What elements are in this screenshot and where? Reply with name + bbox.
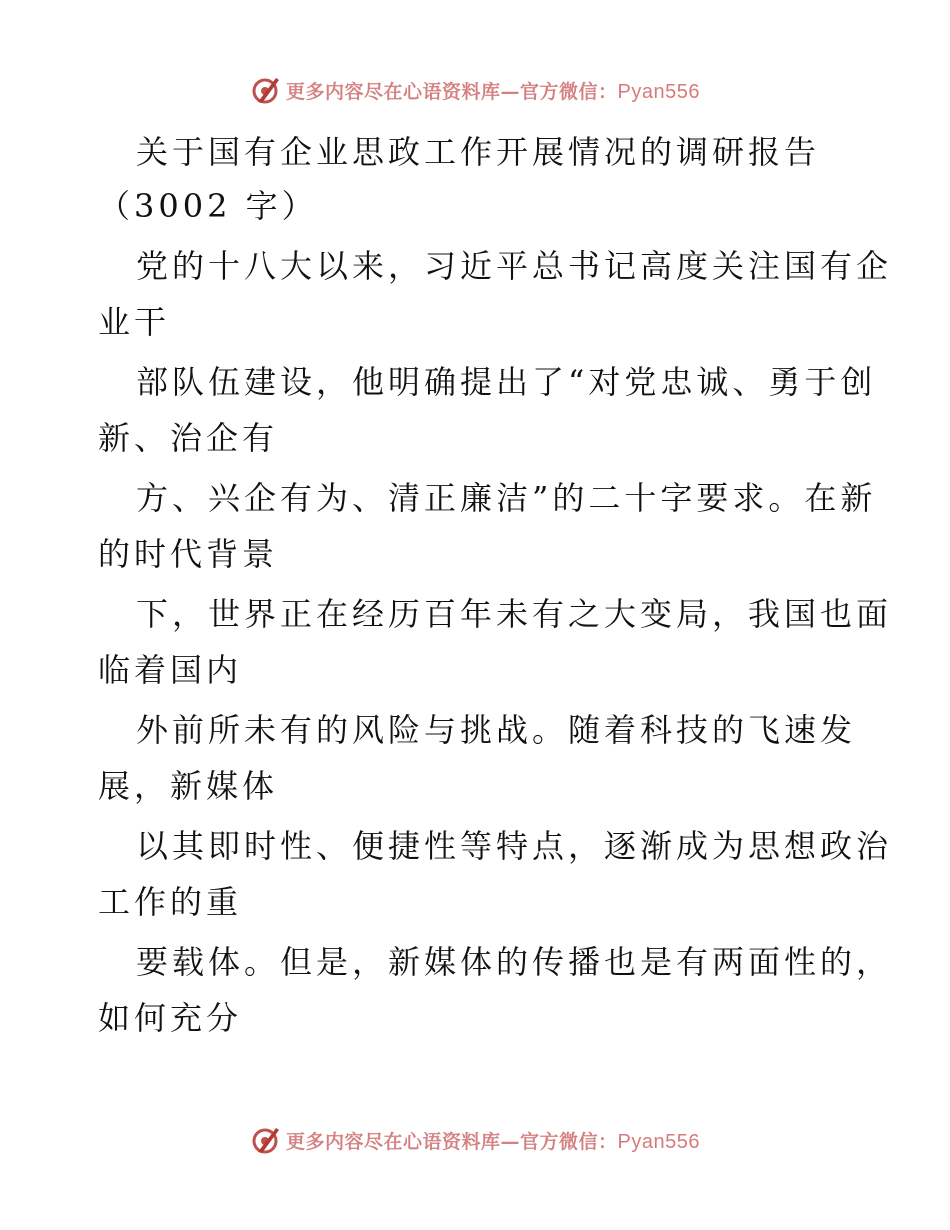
paragraph-line: 临着国内: [98, 651, 243, 689]
paragraph-line: 要载体。但是，新媒体的传播也是有两面性的，: [136, 943, 893, 981]
paragraph-line: 方、兴企有为、清正廉洁”的二十字要求。在新: [136, 479, 877, 517]
paragraph-line: 外前所未有的风险与挑战。随着科技的飞速发: [136, 711, 857, 749]
footer-banner-label: 更多内容尽在心语资料库—官方微信：: [286, 1130, 618, 1153]
quill-logo-icon: [250, 1124, 282, 1156]
quill-logo-icon: [250, 74, 282, 106]
paragraph-line: 业干: [98, 303, 171, 341]
paragraph-line: 以其即时性、便捷性等特点，逐渐成为思想政治: [136, 827, 893, 865]
header-banner-label: 更多内容尽在心语资料库—官方微信：: [286, 80, 618, 103]
word-count: （3002 字）: [98, 187, 318, 225]
footer-banner-text: [286, 1127, 700, 1154]
paragraph-line: 工作的重: [98, 883, 243, 921]
document-title: 关于国有企业思政工作开展情况的调研报告: [136, 133, 821, 171]
header-banner-text: [286, 77, 700, 104]
header-banner: [0, 72, 950, 108]
header-wechat-id: Pyan556: [617, 80, 700, 103]
paragraph-line: 的时代背景: [98, 535, 279, 573]
paragraph-line: 党的十八大以来，习近平总书记高度关注国有企: [136, 247, 893, 285]
footer-wechat-id: Pyan556: [617, 1130, 700, 1153]
paragraph-line: 新、治企有: [98, 419, 279, 457]
footer-banner: [0, 1122, 950, 1158]
paragraph-line: 展，新媒体: [98, 767, 279, 805]
paragraph-line: 部队伍建设，他明确提出了“对党忠诚、勇于创: [136, 363, 877, 401]
paragraph-line: 下，世界正在经历百年未有之大变局，我国也面: [136, 595, 893, 633]
paragraph-line: 如何充分: [98, 999, 243, 1037]
